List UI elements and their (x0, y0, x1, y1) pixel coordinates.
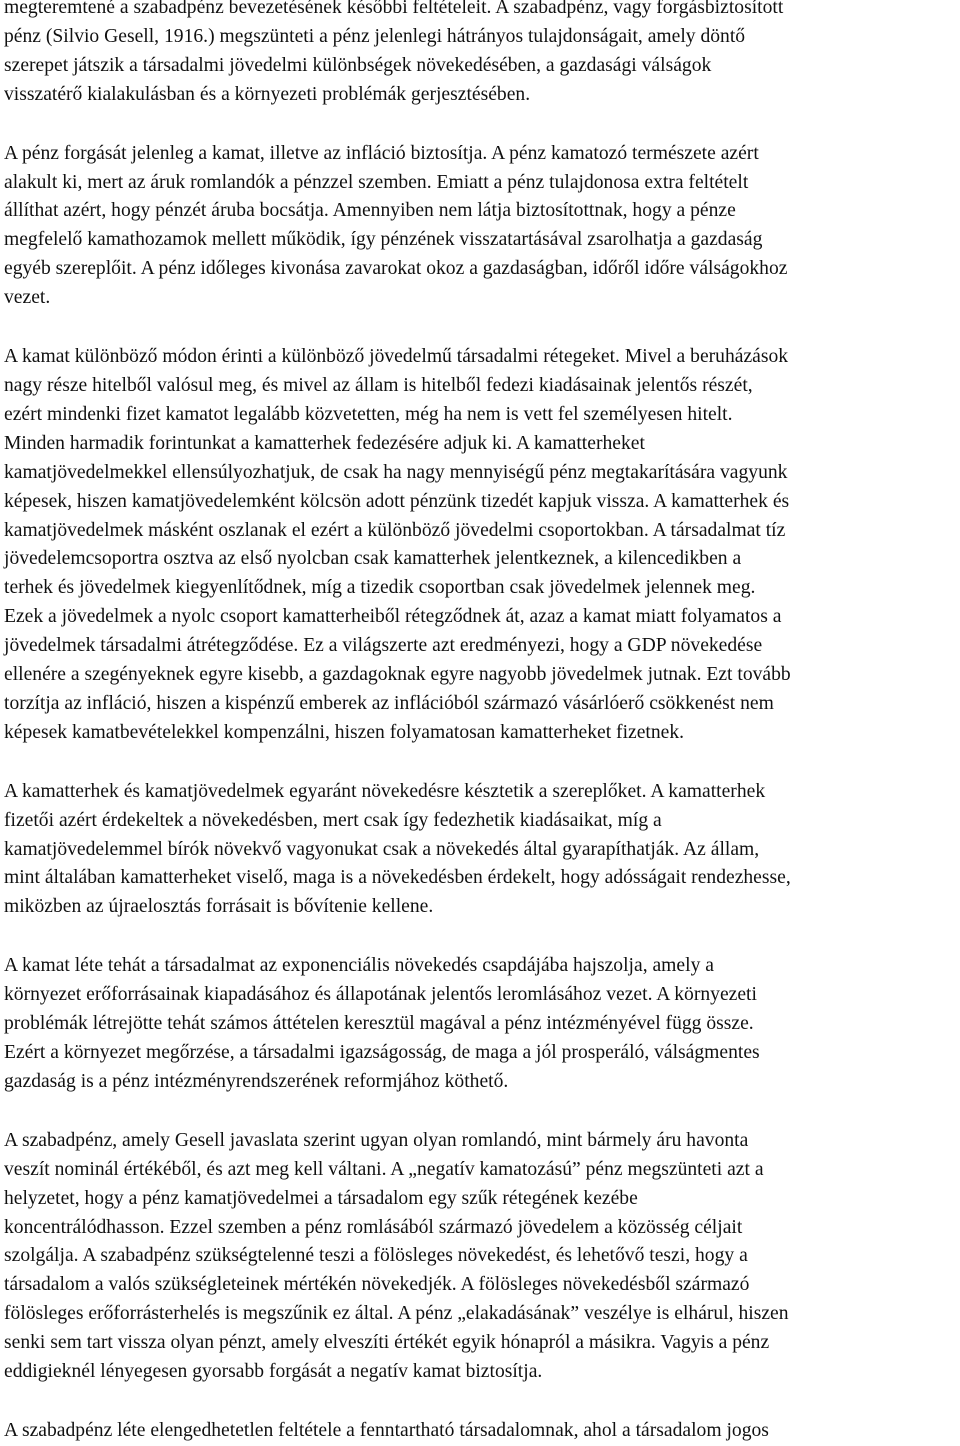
text-line: A szabadpénz, amely Gesell javaslata szerint ugyan olyan romlandó, mint bármely áru havonta (4, 1129, 749, 1151)
text-line: A szabadpénz léte elengedhetetlen feltétele a fenntartható társadalomnak, ahol a társadalom jogos (4, 1419, 769, 1441)
text-line: alakult ki, mert az áruk romlandók a pénzzel szemben. Emiatt a pénz tulajdonosa extra feltételt (4, 171, 749, 193)
text-line: senki sem tart vissza olyan pénzt, amely elveszíti értékét egyik hónapról a másikra. Vagyis a pénz (4, 1332, 770, 1354)
document-body (4, 0, 954, 1446)
text-line: ellenére a szegényeknek egyre kisebb, a gazdagoknak egyre nagyobb jövedelmek jutnak. Ezt tovább (4, 664, 791, 686)
text-line: problémák létrejötte tehát számos áttételen keresztül magával a pénz intézményével függ össze. (4, 1013, 754, 1035)
text-line: mint általában kamatterheket viselő, maga is a növekedésben érdekelt, hogy adósságait rendezhesse, (4, 867, 791, 889)
text-line: állíthat azért, hogy pénzét áruba bocsátja. Amennyiben nem látja biztosítottnak, hogy a pénze (4, 200, 736, 222)
text-line: helyzetet, hogy a pénz kamatjövedelmei a társadalom egy szűk rétegének kezébe (4, 1187, 638, 1209)
text-line: vezet. (4, 287, 51, 309)
text-line: megfelelő kamathozamok mellett működik, így pénzének visszatartásával zsarolhatja a gazdaság (4, 229, 763, 251)
paragraph (4, 952, 954, 1097)
text-line: torzítja az infláció, hiszen a kispénzű emberek az inflációból származó vásárlóerő csökkenést nem (4, 692, 774, 714)
text-line: képesek kamatbevételekkel kompenzálni, hiszen folyamatosan kamatterheket fizetnek. (4, 721, 685, 743)
text-line: Minden harmadik forintunkat a kamatterhek fedezésére adjuk ki. A kamatterheket (4, 432, 645, 454)
text-line: pénz (Silvio Gesell, 1916.) megszünteti a pénz jelenlegi hátrányos tulajdonságait, amely döntő (4, 25, 746, 47)
text-line: gazdaság is a pénz intézményrendszerének reformjához köthető. (4, 1070, 509, 1092)
text-line: A pénz forgását jelenleg a kamat, illetve az infláció biztosítja. A pénz kamatozó természete azért (4, 142, 759, 164)
text-line: nagy része hitelből valósul meg, és mivel az állam is hitelből fedezi kiadásainak jelentős részét, (4, 374, 753, 396)
text-line: miközben az újraelosztás forrásait is bővítenie kellene. (4, 896, 434, 918)
text-line: A kamat léte tehát a társadalmat az exponenciális növekedés csapdájába hajszolja, amely a (4, 955, 714, 977)
text-line: terhek és jövedelmek kiegyenlítődnek, míg a tizedik csoportban csak jövedelmek jelennek meg. (4, 577, 756, 599)
text-line: kamatjövedelemmel bírók növekvő vagyonukat csak a növekedés által gyarapíthatják. Az állam, (4, 838, 760, 860)
text-line: szerepet játszik a társadalmi jövedelmi különbségek növekedésében, a gazdasági válságok (4, 54, 712, 76)
text-line: koncentrálódhasson. Ezzel szemben a pénz romlásából származó jövedelem a közösség céljait (4, 1216, 743, 1238)
text-line: jövedelmek társadalmi átrétegződése. Ez a világszerte azt eredményezi, hogy a GDP növekedése (4, 635, 763, 657)
text-line: ezért mindenki fizet kamatot legalább közvetetten, még ha nem is vett fel személyesen hitelt. (4, 403, 733, 425)
text-line: jövedelemcsoportra osztva az első nyolcban csak kamatterhek jelentkeznek, a kilencedikben a (4, 548, 742, 570)
paragraph (4, 1417, 954, 1446)
paragraph (4, 140, 954, 313)
paragraph (4, 778, 954, 923)
paragraph (4, 1127, 954, 1387)
text-line: kamatjövedelmek másként oszlanak el ezért a különböző jövedelmi csoportokban. A társadalmat tíz (4, 519, 786, 541)
text-line: A kamat különböző módon érinti a különböző jövedelmű társadalmi rétegeket. Mivel a beruházások (4, 346, 789, 368)
text-line: Ezek a jövedelmek a nyolc csoport kamatterheiből rétegződnek át, azaz a kamat miatt folyamatos a (4, 606, 782, 628)
paragraph (4, 343, 954, 748)
paragraph (4, 0, 954, 110)
text-line: képesek, hiszen kamatjövedelemként kölcsön adott pénzünk tizedét kapjuk vissza. A kamatterhek és (4, 490, 790, 512)
text-line: visszatérő kialakulásban és a környezeti problémák gerjesztésében. (4, 83, 531, 105)
text-line: társadalom a valós szükségleteinek mértékén növekedjék. A fölösleges növekedésből származó (4, 1274, 750, 1296)
text-line: veszít nominál értékéből, és azt meg kell váltani. A „negatív kamatozású” pénz megszünteti azt a (4, 1158, 764, 1180)
text-line: szolgálja. A szabadpénz szükségtelenné teszi a fölösleges növekedést, és lehetővő teszi, hogy a (4, 1245, 748, 1267)
text-line: Ezért a környezet megőrzése, a társadalmi igazságosság, de maga a jól prosperáló, válságmentes (4, 1042, 760, 1063)
document-page (4, 0, 954, 1446)
text-line: egyéb szereplőit. A pénz időleges kivonása zavarokat okoz a gazdaságban, időről időre válságokhoz (4, 258, 788, 280)
text-line: A kamatterhek és kamatjövedelmek egyaránt növekedésre késztetik a szereplőket. A kamatterhek (4, 780, 766, 802)
text-line: fizetői azért érdekeltek a növekedésben, mert csak így fedezhetik kiadásaikat, míg a (4, 809, 662, 831)
text-line: eddigieknél lényegesen gyorsabb forgását a negatív kamat biztosítja. (4, 1361, 543, 1383)
text-line: kamatjövedelmekkel ellensúlyozhatjuk, de csak ha nagy mennyiségű pénz megtakarítására vagyunk (4, 461, 788, 483)
text-line: környezet erőforrásainak kiapadásához és állapotának jelentős leromlásához vezet. A környezeti (4, 984, 757, 1006)
text-line: fölösleges erőforrásterhelés is megszűnik ez által. A pénz „elakadásának” veszélye is elhárul, hiszen (4, 1303, 789, 1325)
text-line: megteremtené a szabadpénz bevezetésének későbbi feltételeit. A szabadpénz, vagy forgásbiztosított (4, 0, 784, 18)
